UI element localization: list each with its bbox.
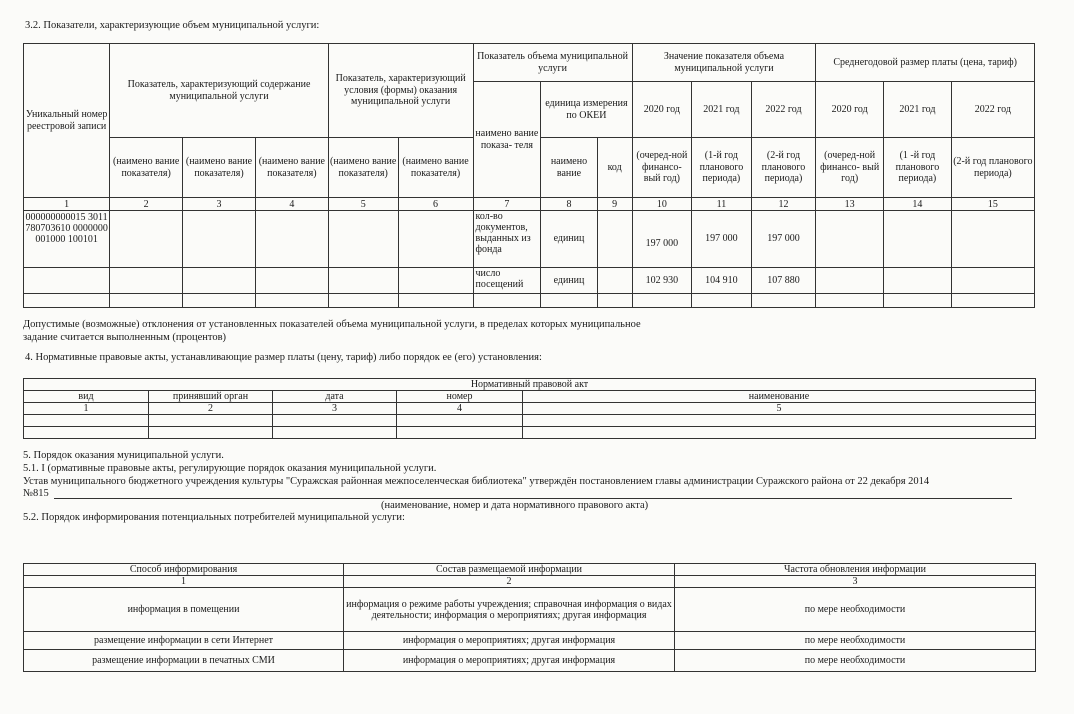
- col-number: 13: [816, 198, 884, 211]
- value-2022: 197 000: [751, 211, 816, 268]
- col-fee-2022: 2022 год: [951, 82, 1034, 138]
- charter-underline: [54, 498, 1012, 499]
- col-number: 15: [951, 198, 1034, 211]
- col-year-2020: 2020 год: [632, 82, 692, 138]
- info-method: размещение информации в сети Интернет: [24, 632, 344, 650]
- sub-indicator-name: (наимено вание показателя): [255, 138, 328, 198]
- col-volume-indicator: Показатель объема муниципальной услуги: [473, 44, 632, 82]
- col-number: 7: [473, 198, 541, 211]
- npa-col-number: 3: [273, 403, 397, 415]
- npa-col-number: 2: [149, 403, 273, 415]
- npa-col-number: 4: [397, 403, 523, 415]
- indicator-name: число посещений: [473, 268, 541, 294]
- sub-indicator-name: (наимено вание показателя): [398, 138, 473, 198]
- col-number: 11: [692, 198, 752, 211]
- col-number: 9: [597, 198, 632, 211]
- value-2022: 107 880: [751, 268, 816, 294]
- npa-col-number: 1: [24, 403, 149, 415]
- info-col-number: 3: [675, 576, 1036, 588]
- col-number: 1: [24, 198, 110, 211]
- npa-col-number: 5: [523, 403, 1036, 415]
- col-unit-code: код: [597, 138, 632, 198]
- sub-indicator-name: (наимено вание показателя): [110, 138, 183, 198]
- col-unit-okei: единица измерения по ОКЕИ: [541, 82, 632, 138]
- unit-name: единиц: [541, 268, 597, 294]
- col-number: 2: [110, 198, 183, 211]
- table-row: [24, 632, 1036, 650]
- col-unique-number: Уникальный номер реестровой записи: [24, 44, 110, 198]
- col-number: 10: [632, 198, 692, 211]
- value-2020: 197 000: [632, 211, 692, 268]
- npa-header-name: наименование: [523, 391, 1036, 403]
- information-table: [23, 563, 1036, 672]
- col-content-indicator: Показатель, характеризующий содержание муниципальной услуги: [110, 44, 329, 138]
- value-2021: 104 910: [692, 268, 752, 294]
- value-2021: 197 000: [692, 211, 752, 268]
- sub-indicator-name: (наимено вание показателя): [183, 138, 256, 198]
- volume-indicators-table: [23, 43, 1035, 308]
- section-4-heading: 4. Нормативные правовые акты, устанавливающие размер платы (цену, тариф) либо порядок ее (его) установления:: [25, 352, 542, 363]
- col-number: 3: [183, 198, 256, 211]
- col-average-fee: Среднегодовой размер платы (цена, тариф): [816, 44, 1035, 82]
- npa-header-date: дата: [273, 391, 397, 403]
- unit-name: единиц: [541, 211, 597, 268]
- npa-header-type: вид: [24, 391, 149, 403]
- deviation-text-line2: задание считается выполненным (процентов): [23, 332, 227, 343]
- info-header-method: Способ информирования: [24, 564, 344, 576]
- desc-2020: (очеред-ной финансо- вый год): [632, 138, 692, 198]
- npa-header-authority: принявший орган: [149, 391, 273, 403]
- table-row: [24, 211, 1035, 268]
- desc-2021: (1-й год планового периода): [692, 138, 752, 198]
- info-frequency: по мере необходимости: [675, 588, 1036, 632]
- info-col-number: 1: [24, 576, 344, 588]
- info-method: информация в помещении: [24, 588, 344, 632]
- col-fee-2020: 2020 год: [816, 82, 884, 138]
- col-fee-2021: 2021 год: [884, 82, 952, 138]
- npa-header-number: номер: [397, 391, 523, 403]
- col-indicator-name: наимено вание показа- теля: [473, 82, 541, 198]
- deviation-text-line1: Допустимые (возможные) отклонения от установленных показателей объема муниципальной услуги, в пределах которых муниципальное: [23, 319, 641, 330]
- sub-indicator-name: (наимено вание показателя): [328, 138, 398, 198]
- desc-2022: (2-й год планового периода): [751, 138, 816, 198]
- indicator-name: кол-во документов, выданных из фонда: [473, 211, 541, 268]
- info-content: информация о мероприятиях; другая информация: [344, 632, 675, 650]
- npa-title: Нормативный правовой акт: [24, 379, 1036, 391]
- table-row: [24, 650, 1036, 672]
- registry-number: 000000000015 3011780703610 0000000001000 100101: [24, 211, 110, 268]
- section-5-2-heading: 5.2. Порядок информирования потенциальных потребителей муниципальной услуги:: [23, 512, 405, 523]
- info-col-number: 2: [344, 576, 675, 588]
- col-number: 14: [884, 198, 952, 211]
- col-number: 4: [255, 198, 328, 211]
- info-frequency: по мере необходимости: [675, 632, 1036, 650]
- info-frequency: по мере необходимости: [675, 650, 1036, 672]
- section-5-1-heading: 5.1. I (ормативные правовые акты, регулирующие порядок оказания муниципальной услуги.: [23, 463, 437, 474]
- charter-text: Устав муниципального бюджетного учреждения культуры "Суражская районная межпоселенческая библиотека" утверждён постановлением главы администрации Суражского района от 22 декабря 2014: [23, 476, 930, 487]
- col-number: 5: [328, 198, 398, 211]
- section-3-2-heading: 3.2. Показатели, характеризующие объем муниципальной услуги:: [25, 20, 320, 31]
- col-number: 12: [751, 198, 816, 211]
- col-year-2021: 2021 год: [692, 82, 752, 138]
- fee-desc-2020: (очеред-ной финансо- вый год): [816, 138, 884, 198]
- info-content: информация о режиме работы учреждения; справочная информация о видах деятельности; информация о мероприятиях; другая информация: [344, 588, 675, 632]
- col-condition-indicator: Показатель, характеризующий условия (формы) оказания муниципальной услуги: [328, 44, 473, 138]
- col-number: 8: [541, 198, 597, 211]
- fee-desc-2022: (2-й год планового периода): [951, 138, 1034, 198]
- table-row: [24, 268, 1035, 294]
- value-2020: 102 930: [632, 268, 692, 294]
- col-unit-name: наимено вание: [541, 138, 597, 198]
- info-content: информация о мероприятиях; другая информация: [344, 650, 675, 672]
- normative-acts-table: [23, 378, 1036, 439]
- info-method: размещение информации в печатных СМИ: [24, 650, 344, 672]
- col-volume-value: Значение показателя объема муниципальной услуги: [632, 44, 816, 82]
- col-number: 6: [398, 198, 473, 211]
- info-header-content: Состав размещаемой информации: [344, 564, 675, 576]
- section-5-heading: 5. Порядок оказания муниципальной услуги.: [23, 450, 224, 461]
- info-header-frequency: Частота обновления информации: [675, 564, 1036, 576]
- charter-number: №815: [23, 488, 49, 499]
- npa-caption: (наименование, номер и дата нормативного правового акта): [381, 500, 649, 511]
- col-year-2022: 2022 год: [751, 82, 816, 138]
- fee-desc-2021: (1 -й год планового периода): [884, 138, 952, 198]
- table-row: [24, 588, 1036, 632]
